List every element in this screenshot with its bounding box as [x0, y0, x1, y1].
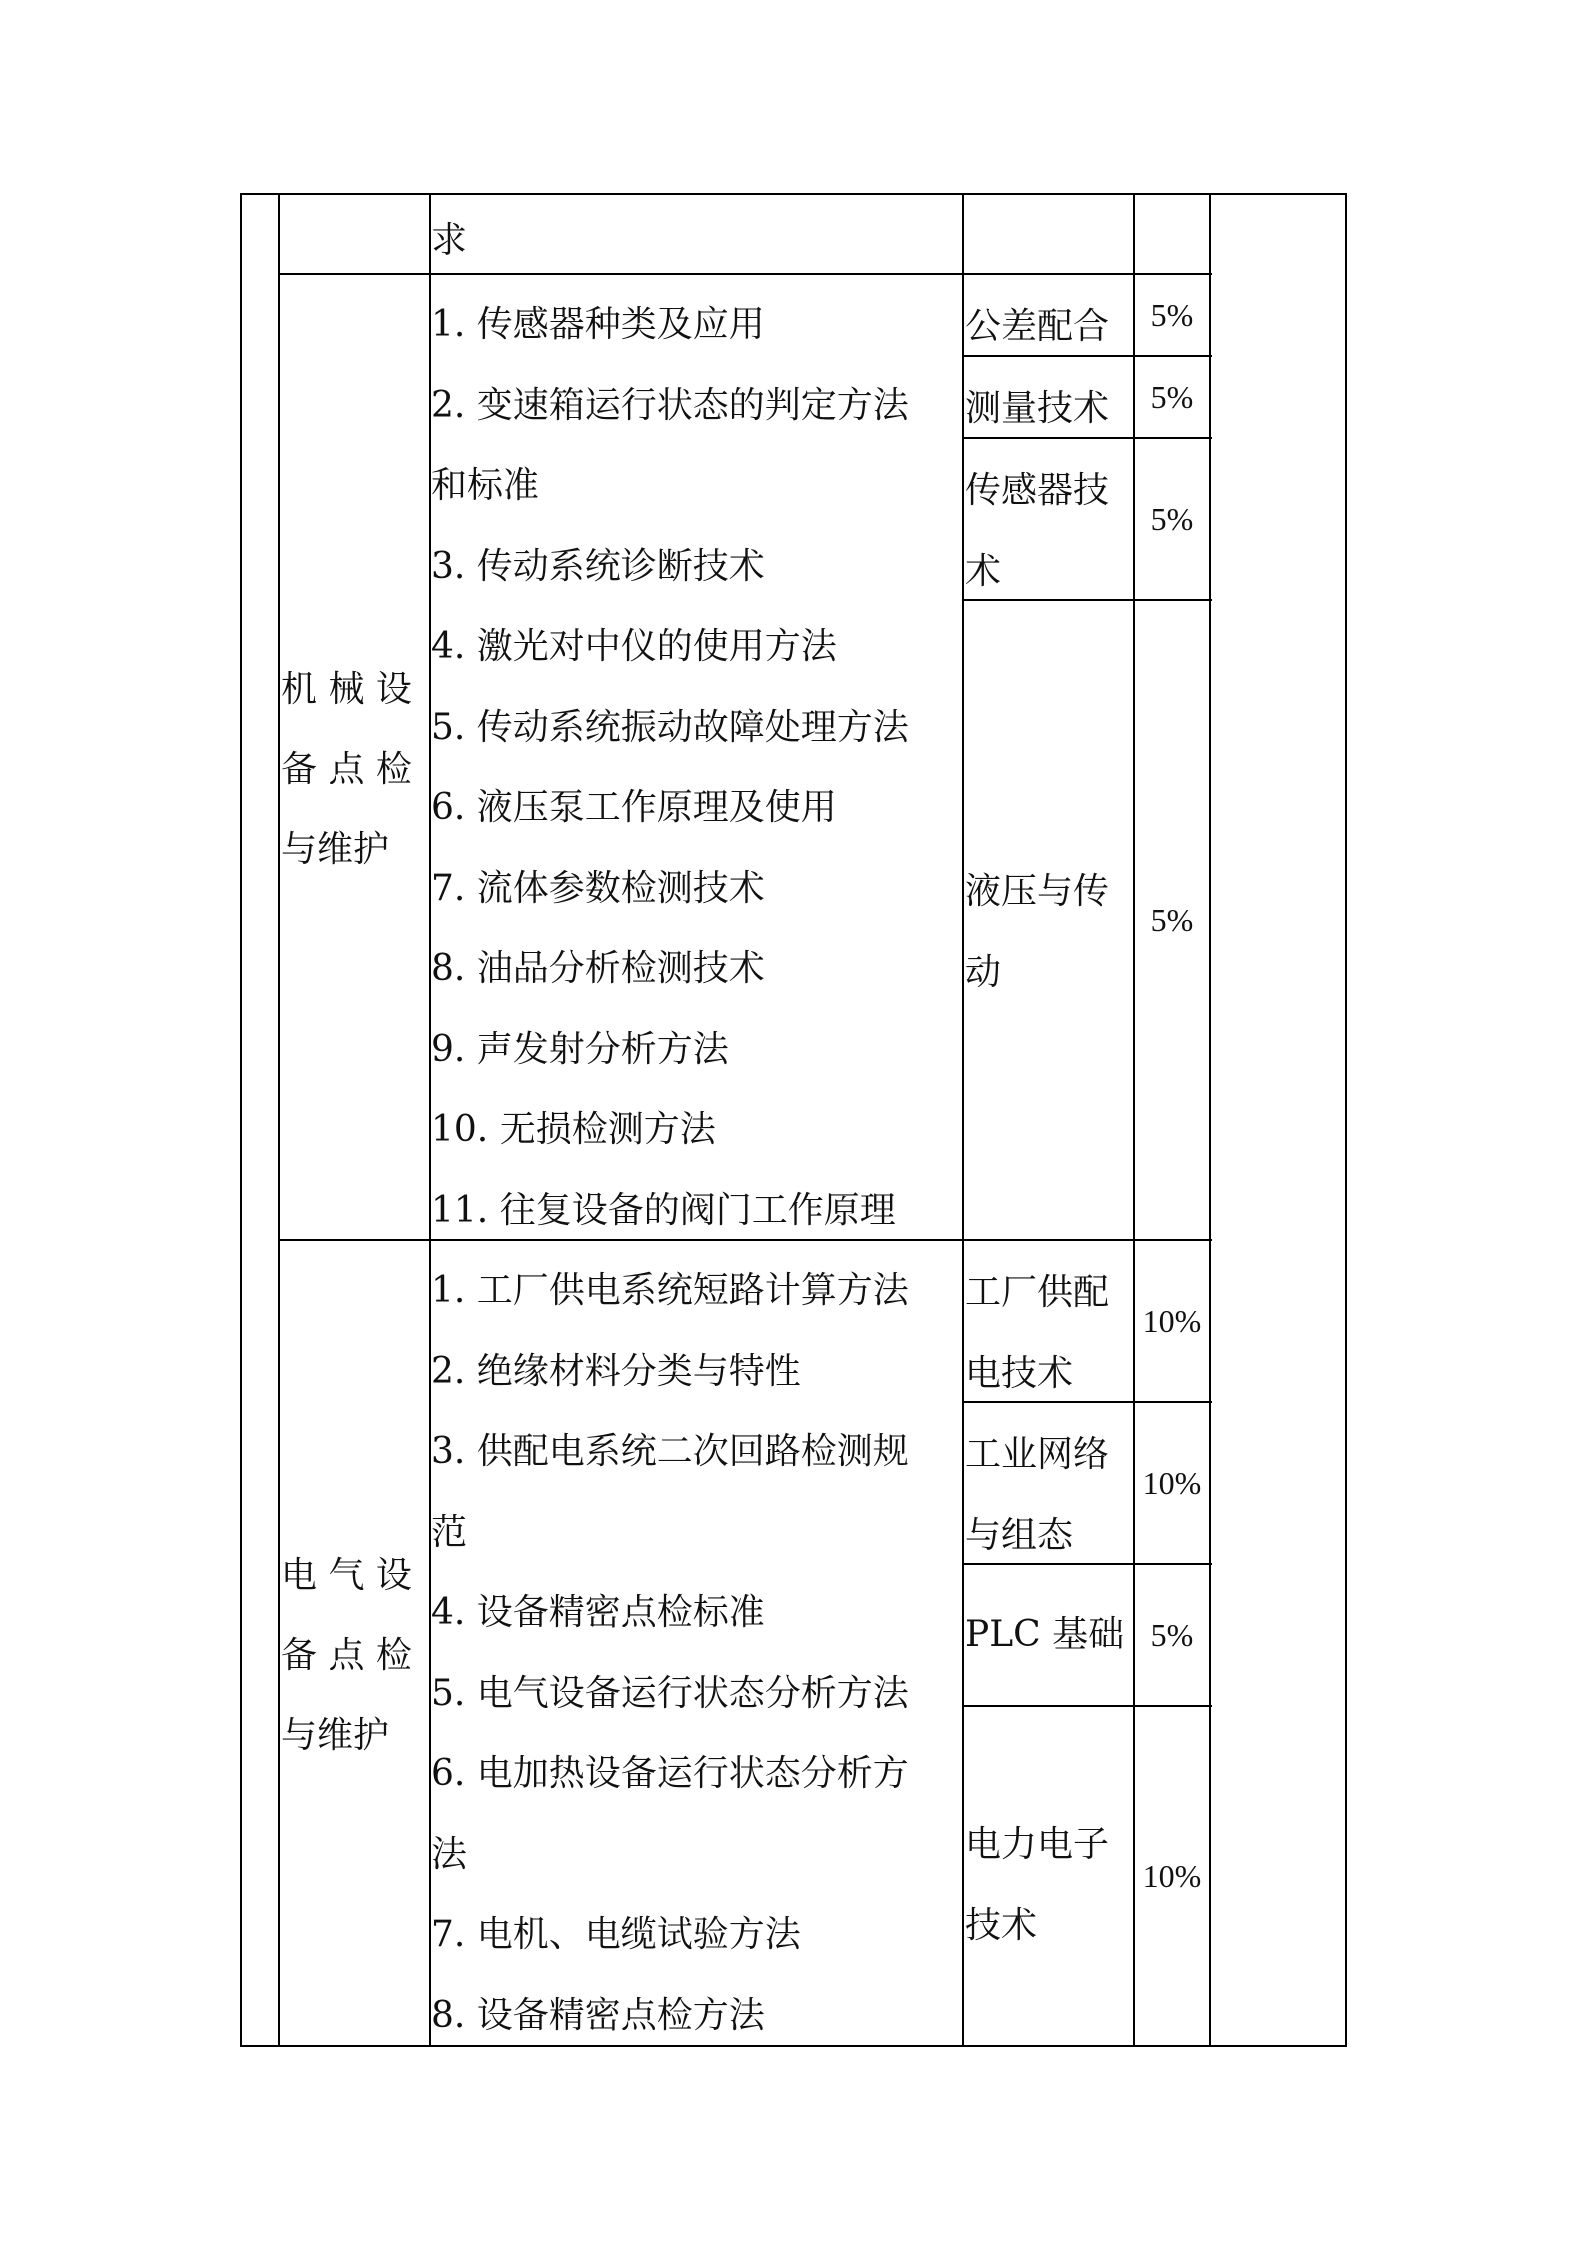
- col-divider-1: [278, 193, 280, 2047]
- course-line: 电技术: [965, 1353, 1074, 1394]
- course-name: [965, 1252, 1133, 1414]
- course-line: 技术: [965, 1905, 1038, 1946]
- list-item: 5. 电气设备运行状态分析方法: [431, 1672, 909, 1714]
- course-line: 工业网络: [965, 1434, 1110, 1475]
- section-items-mechanical: [431, 285, 961, 1251]
- course-name: [965, 851, 1133, 1013]
- course-name: [965, 450, 1133, 612]
- list-item: 法: [431, 1833, 468, 1875]
- col-divider-5: [1209, 193, 1211, 2047]
- course-line: 公差配合: [965, 306, 1110, 347]
- list-item: 8. 设备精密点检方法: [431, 1994, 765, 2036]
- list-item: 1. 传感器种类及应用: [431, 304, 765, 345]
- course-weight: 5%: [1150, 1616, 1194, 1653]
- list-item: 范: [431, 1511, 468, 1553]
- course-line: PLC 基础: [965, 1614, 1125, 1655]
- list-item: 2. 绝缘材料分类与特性: [431, 1350, 801, 1392]
- course-weight: 10%: [1142, 1857, 1202, 1894]
- course-name: [965, 286, 1133, 367]
- col-divider-3: [962, 193, 964, 2047]
- course-line: 动: [965, 952, 1002, 993]
- section-items-electrical: [431, 1251, 961, 2056]
- course-line: 传感器技: [965, 470, 1110, 511]
- list-item: 7. 电机、电缆试验方法: [431, 1914, 801, 1955]
- course-line: 术: [965, 551, 1002, 592]
- topic-line: 电 气 设: [281, 1555, 412, 1596]
- topic-line: 备 点 检: [281, 1635, 412, 1676]
- section-topic-mechanical: [281, 650, 431, 890]
- course-weight: 5%: [1150, 296, 1194, 333]
- course-name: [965, 1804, 1133, 1966]
- course-weight: 10%: [1142, 1302, 1202, 1339]
- course-weight: 5%: [1150, 500, 1194, 537]
- list-item: 2. 变速箱运行状态的判定方法: [431, 384, 909, 426]
- course-weight: 5%: [1150, 378, 1194, 415]
- course-line: 液压与传: [965, 871, 1110, 912]
- list-item: 7. 流体参数检测技术: [431, 867, 765, 909]
- list-item: 9. 声发射分析方法: [431, 1028, 729, 1070]
- list-item: 3. 传动系统诊断技术: [431, 545, 765, 587]
- list-item: 6. 电加热设备运行状态分析方: [431, 1753, 909, 1794]
- course-weight: 5%: [1150, 901, 1194, 938]
- list-item: 11. 往复设备的阀门工作原理: [431, 1189, 896, 1231]
- course-line: 测量技术: [965, 388, 1110, 429]
- topic-line: 机 械 设: [281, 669, 412, 710]
- list-item: 和标准: [431, 465, 540, 506]
- course-line: 工厂供配: [965, 1272, 1110, 1313]
- list-item: 6. 液压泵工作原理及使用: [431, 787, 837, 828]
- row-divider-top: [278, 273, 1212, 275]
- top-fragment: 求: [431, 220, 468, 261]
- course-line: 与组态: [965, 1515, 1074, 1556]
- course-name: [965, 368, 1133, 449]
- topic-line: 与维护: [281, 829, 390, 870]
- topic-line: 备 点 检: [281, 749, 412, 790]
- list-item: 8. 油品分析检测技术: [431, 948, 765, 989]
- section-topic-electrical: [281, 1536, 431, 1776]
- topic-line: 与维护: [281, 1715, 390, 1756]
- list-item: 5. 传动系统振动故障处理方法: [431, 706, 909, 748]
- course-weight: 10%: [1142, 1464, 1202, 1501]
- list-item: 1. 工厂供电系统短路计算方法: [431, 1270, 909, 1311]
- course-name: [965, 1414, 1133, 1576]
- list-item: 3. 供配电系统二次回路检测规: [431, 1431, 909, 1472]
- list-item: 10. 无损检测方法: [431, 1109, 716, 1150]
- course-name: [965, 1594, 1133, 1675]
- course-line: 电力电子: [965, 1824, 1110, 1865]
- list-item: 4. 激光对中仪的使用方法: [431, 626, 837, 667]
- list-item: 4. 设备精密点检标准: [431, 1592, 765, 1633]
